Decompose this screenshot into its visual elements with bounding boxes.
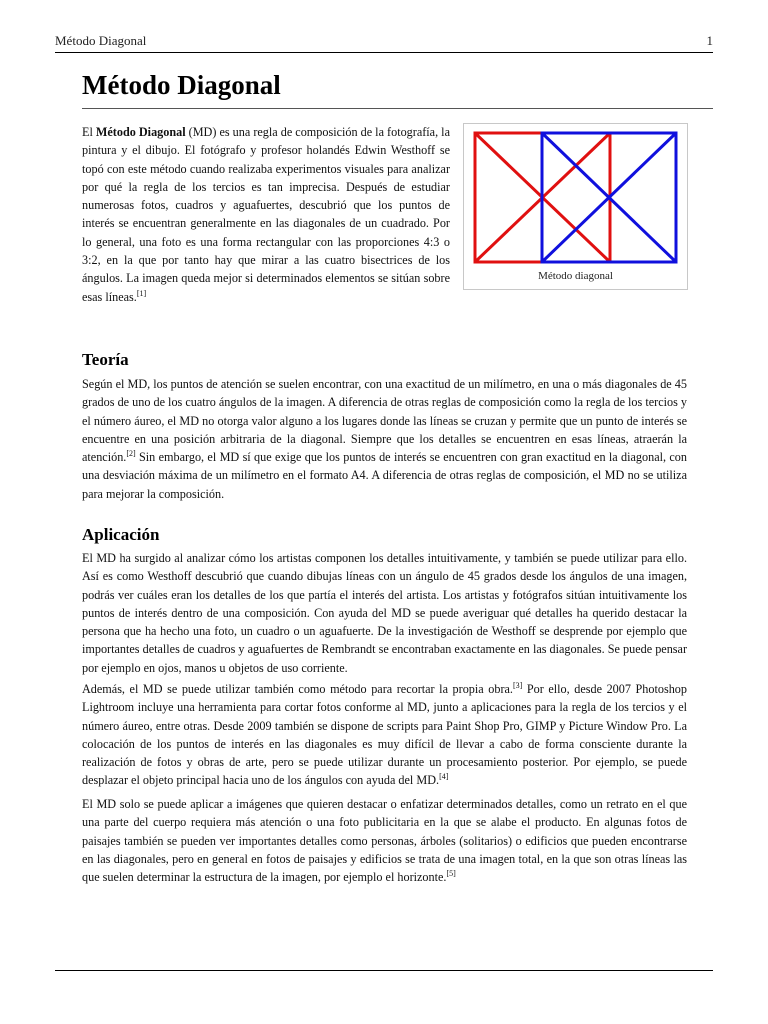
intro-text: (MD) es una regla de composición de la fotografía, la pintura y el dibujo. El fotógrafo y profesor holandés Edwin Westhoff se topó con este método cuando realizaba experimentos visuales para analizar por qué la regla de los tercios es tan imprecisa. Después de estudiar numerosas fotos, cuadros y aguafuertes, descubrió que los puntos de interés se encuentran generalmente en las diagonales de un cuadrado. Por lo general, una foto es una forma rectangular con las proporciones 4:3 o 3:2, en la que por tanto hay que mirar a las cuatro bisectrices de los ángulos. La imagen queda mejor si determinados elementos se sitúan sobre esas líneas.: [82, 125, 450, 304]
teoria-paragraph: [82, 375, 687, 503]
aplicacion-text-2b: Por ello, desde 2007 Photoshop Lightroom incluye una herramienta para cortar fotos conforme al MD, junto a aplicaciones para la regla de los tercios y el número áureo, entre otras. Desde 2009 también se dispone de scripts para Paint Shop Pro, GIMP y Picture Window Pro. La colocación de los puntos de interés en las diagonales es muy difícil de llevar a cabo de forma consciente durante la realización de fotos y obras de arte, pero se puede utilizar durante un procesamiento posterior. Por ejemplo, se puede desplazar el objeto principal hacia uno de los ángulos con ayuda del MD.: [82, 682, 687, 788]
teoria-text-a: Según el MD, los puntos de atención se suelen encontrar, con una exactitud de un milímetro, en una o más diagonales de 45 grados de uno de los cuatro ángulos de la imagen. A diferencia de otras reglas de composición como la regla de los tercios y el número áureo, el MD no otorga valor alguno a los lugares donde las líneas se cruzan y permite que un punto de interés se encuentre en una posición arbitraria de la diagonal. Siempre que los detalles se encuentren en esas líneas, atraerán la atención.: [82, 377, 687, 465]
ref-link-5[interactable]: [5]: [446, 869, 456, 879]
ref-link-1[interactable]: [1]: [136, 288, 147, 298]
page-title: Método Diagonal: [82, 70, 281, 100]
figure-caption: Método diagonal: [538, 270, 613, 282]
aplicacion-text-2a: Además, el MD se puede utilizar también como método para recortar la propia obra.: [82, 682, 513, 696]
intro-bold-term: Método Diagonal: [95, 125, 186, 139]
ref-link-2[interactable]: [2]: [126, 449, 136, 459]
intro-lead: El: [82, 125, 96, 139]
page-number: 1: [706, 33, 713, 48]
figure-box: [463, 123, 688, 290]
title-divider: [82, 108, 713, 109]
diagonal-method-diagram: [472, 130, 679, 265]
ref-link-4[interactable]: [4]: [439, 772, 449, 782]
aplicacion-paragraph-2: [82, 680, 687, 790]
header-divider: [55, 52, 713, 53]
footer-divider: [55, 970, 713, 971]
aplicacion-paragraph-3: [82, 795, 687, 886]
running-title: Método Diagonal: [55, 33, 147, 48]
intro-paragraph: [82, 123, 450, 306]
section-heading-teoria: Teoría: [82, 350, 129, 369]
teoria-text-b: Sin embargo, el MD sí que exige que los puntos de interés se encuentren con gran exactitud en la diagonal, con una desviación máxima de un milímetro en el formato A4. A diferencia de otras reglas de composición, el MD no se utiliza para mejorar la composición.: [82, 450, 687, 501]
aplicacion-text-3: El MD solo se puede aplicar a imágenes que quieren destacar o enfatizar determinados detalles, como un retrato en el que una parte del cuerpo requiera más atención o una foto publicitaria en la que se alabe el producto. En algunas fotos de paisajes también se pueden ver importantes detalles como personas, árboles (solitarios) o edificios que pueden encontrarse en las diagonales, pero en general en fotos de paisajes y edificios se trata de una imagen total, en la que son otras líneas las que suelen determinar la estructura de la imagen, por ejemplo el horizonte.: [82, 797, 687, 885]
ref-link-3[interactable]: [3]: [512, 680, 523, 690]
aplicacion-paragraph-1: El MD ha surgido al analizar cómo los artistas componen los detalles intuitivamente, y también se puede utilizar para ello. Así es como Westhoff descubrió que cuando dibujas líneas con un ángulo de 45 grados desde los ángulos de una imagen, podrás ver cuáles eran los detalles de los que partía el interés del artista. Los artistas y fotógrafos sitúan intuitivamente los puntos de interés dentro de una composición. Con ayuda del MD se puede averiguar qué detalles ha querido destacar la persona que ha hecho una foto, un cuadro o un aguafuerte. De la investigación de Westhoff se desprende por ejemplo que importantes detalles de cuadros y aguafuertes de Rembrandt se encontraban exactamente en las diagonales. Se puede pensar por ejemplo en ojos, manos u objetos de uso corriente.: [82, 551, 687, 675]
section-heading-aplicacion: Aplicación: [82, 525, 160, 544]
running-header: [55, 33, 713, 53]
